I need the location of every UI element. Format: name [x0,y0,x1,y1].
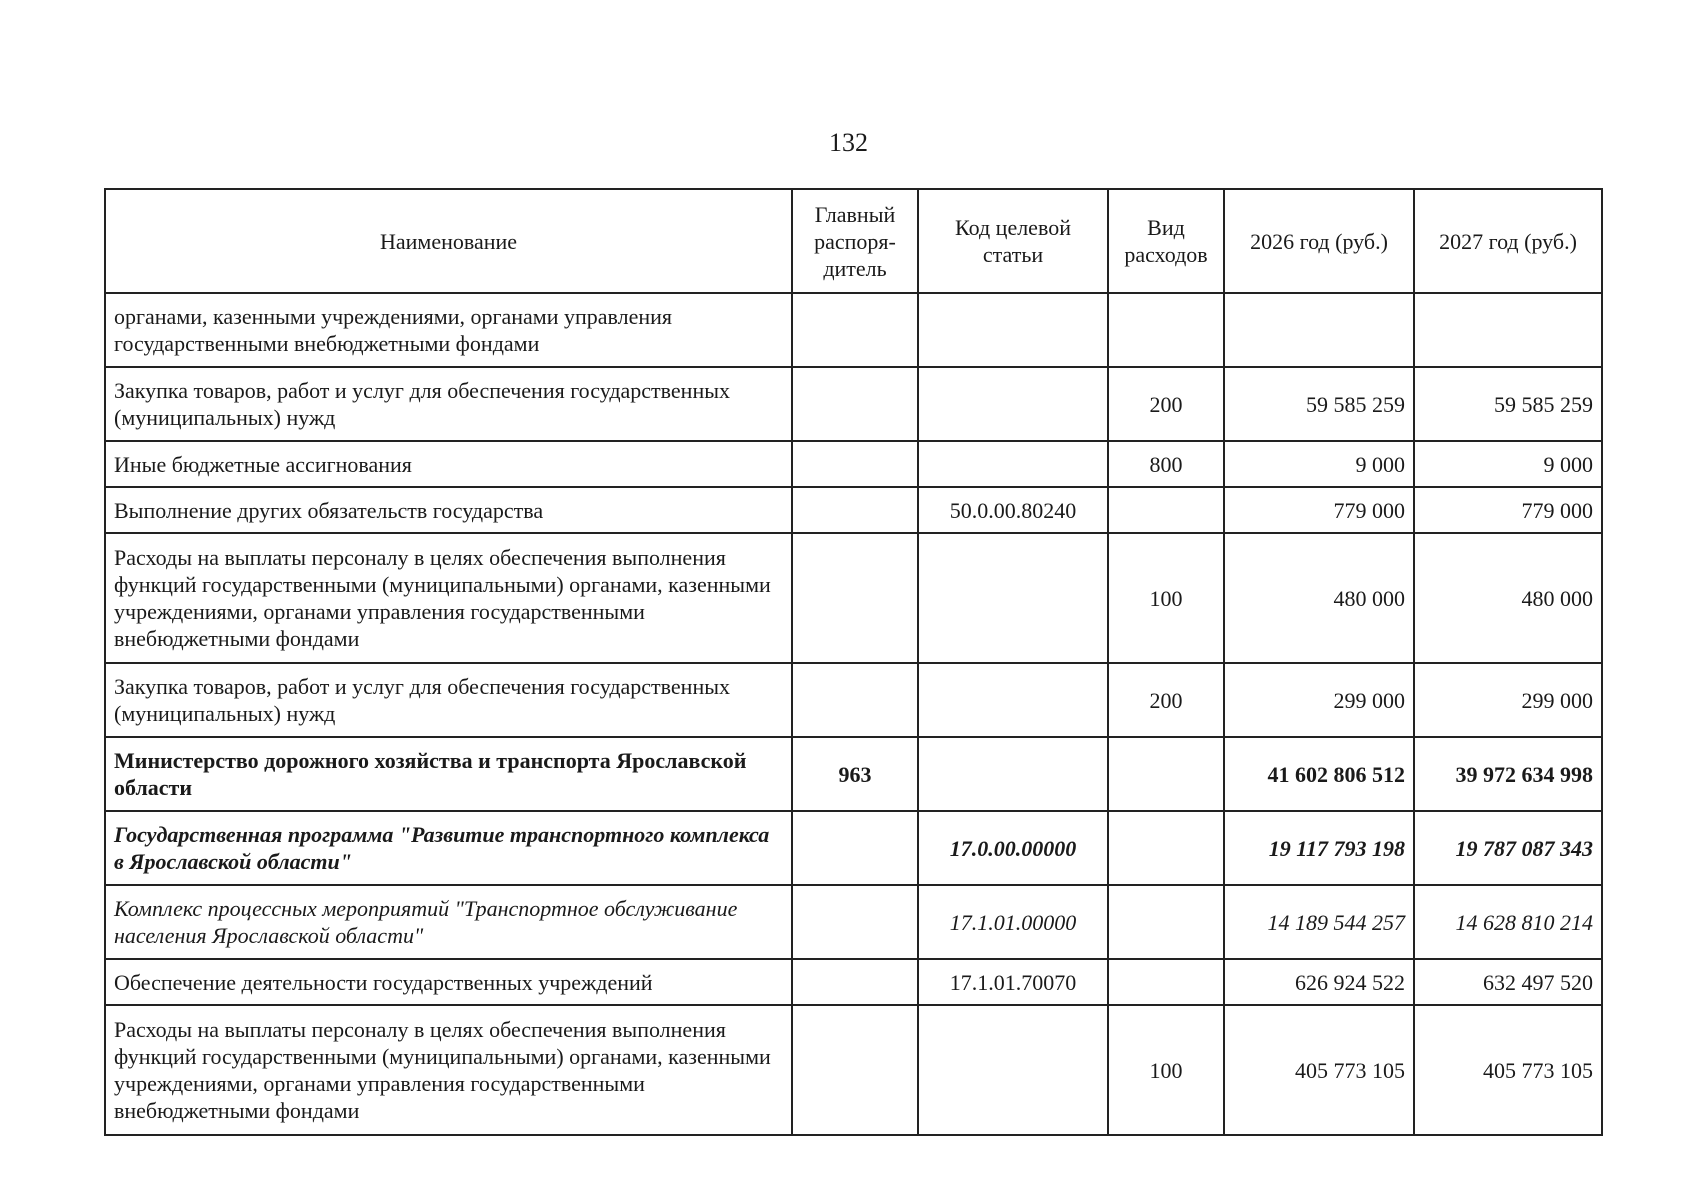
cell-type [1108,737,1224,811]
table-row [105,885,1602,959]
cell-2026: 59 585 259 [1224,367,1414,441]
cell-manager [792,367,918,441]
table-row [105,367,1602,441]
cell-type [1108,811,1224,885]
header-manager: Главный распоря-дитель [792,189,918,293]
cell-name: Закупка товаров, работ и услуг для обеспечения государственных (муниципальных) нужд [105,367,792,441]
cell-code [918,293,1108,367]
cell-2027 [1414,293,1602,367]
cell-2026: 480 000 [1224,533,1414,663]
cell-manager [792,487,918,533]
header-code: Код целевой статьи [918,189,1108,293]
cell-2027: 19 787 087 343 [1414,811,1602,885]
cell-type: 200 [1108,663,1224,737]
table-row [105,487,1602,533]
table-row [105,737,1602,811]
budget-table [104,188,1603,1136]
table-row [105,293,1602,367]
cell-type [1108,959,1224,1005]
cell-type: 800 [1108,441,1224,487]
cell-name: Расходы на выплаты персоналу в целях обеспечения выполнения функций государственными (муниципальными) органами, казенными учреждениями, органами управления государственными внебюджетными фондами [105,1005,792,1135]
cell-code [918,737,1108,811]
cell-name: органами, казенными учреждениями, органами управления государственными внебюджетными фондами [105,293,792,367]
table-row [105,441,1602,487]
cell-name: Закупка товаров, работ и услуг для обеспечения государственных (муниципальных) нужд [105,663,792,737]
cell-name: Обеспечение деятельности государственных учреждений [105,959,792,1005]
cell-code [918,663,1108,737]
cell-2026: 779 000 [1224,487,1414,533]
cell-name: Расходы на выплаты персоналу в целях обеспечения выполнения функций государственными (муниципальными) органами, казенными учреждениями, органами управления государственными внебюджетными фондами [105,533,792,663]
cell-type [1108,487,1224,533]
cell-name: Государственная программа "Развитие транспортного комплекса в Ярославской области" [105,811,792,885]
cell-2026: 14 189 544 257 [1224,885,1414,959]
cell-name: Иные бюджетные ассигнования [105,441,792,487]
cell-name: Министерство дорожного хозяйства и транспорта Ярославской области [105,737,792,811]
cell-type [1108,293,1224,367]
cell-manager [792,441,918,487]
table-row [105,1005,1602,1135]
cell-2026: 405 773 105 [1224,1005,1414,1135]
cell-manager [792,1005,918,1135]
cell-manager [792,663,918,737]
cell-2027: 779 000 [1414,487,1602,533]
cell-code: 50.0.00.80240 [918,487,1108,533]
page-number: 132 [829,128,868,157]
cell-manager: 963 [792,737,918,811]
cell-code [918,441,1108,487]
cell-manager [792,533,918,663]
cell-type [1108,885,1224,959]
cell-2026: 41 602 806 512 [1224,737,1414,811]
header-2027: 2027 год (руб.) [1414,189,1602,293]
header-name: Наименование [105,189,792,293]
table-header-row [105,189,1602,293]
cell-code [918,1005,1108,1135]
cell-manager [792,959,918,1005]
header-2026: 2026 год (руб.) [1224,189,1414,293]
cell-manager [792,885,918,959]
table-row [105,533,1602,663]
cell-2027: 14 628 810 214 [1414,885,1602,959]
cell-2027: 9 000 [1414,441,1602,487]
cell-2026: 299 000 [1224,663,1414,737]
cell-2027: 632 497 520 [1414,959,1602,1005]
header-type: Вид расходов [1108,189,1224,293]
cell-type: 100 [1108,1005,1224,1135]
cell-type: 100 [1108,533,1224,663]
table-row [105,959,1602,1005]
cell-2027: 405 773 105 [1414,1005,1602,1135]
cell-code [918,533,1108,663]
table-row [105,663,1602,737]
cell-manager [792,293,918,367]
cell-2027: 39 972 634 998 [1414,737,1602,811]
cell-code: 17.1.01.00000 [918,885,1108,959]
table-row [105,811,1602,885]
cell-2026: 19 117 793 198 [1224,811,1414,885]
cell-2026: 626 924 522 [1224,959,1414,1005]
cell-name: Комплекс процессных мероприятий "Транспортное обслуживание населения Ярославской области" [105,885,792,959]
cell-manager [792,811,918,885]
cell-2027: 480 000 [1414,533,1602,663]
cell-code: 17.0.00.00000 [918,811,1108,885]
cell-2026: 9 000 [1224,441,1414,487]
cell-2026 [1224,293,1414,367]
cell-2027: 299 000 [1414,663,1602,737]
cell-type: 200 [1108,367,1224,441]
cell-code: 17.1.01.70070 [918,959,1108,1005]
cell-2027: 59 585 259 [1414,367,1602,441]
cell-code [918,367,1108,441]
cell-name: Выполнение других обязательств государства [105,487,792,533]
